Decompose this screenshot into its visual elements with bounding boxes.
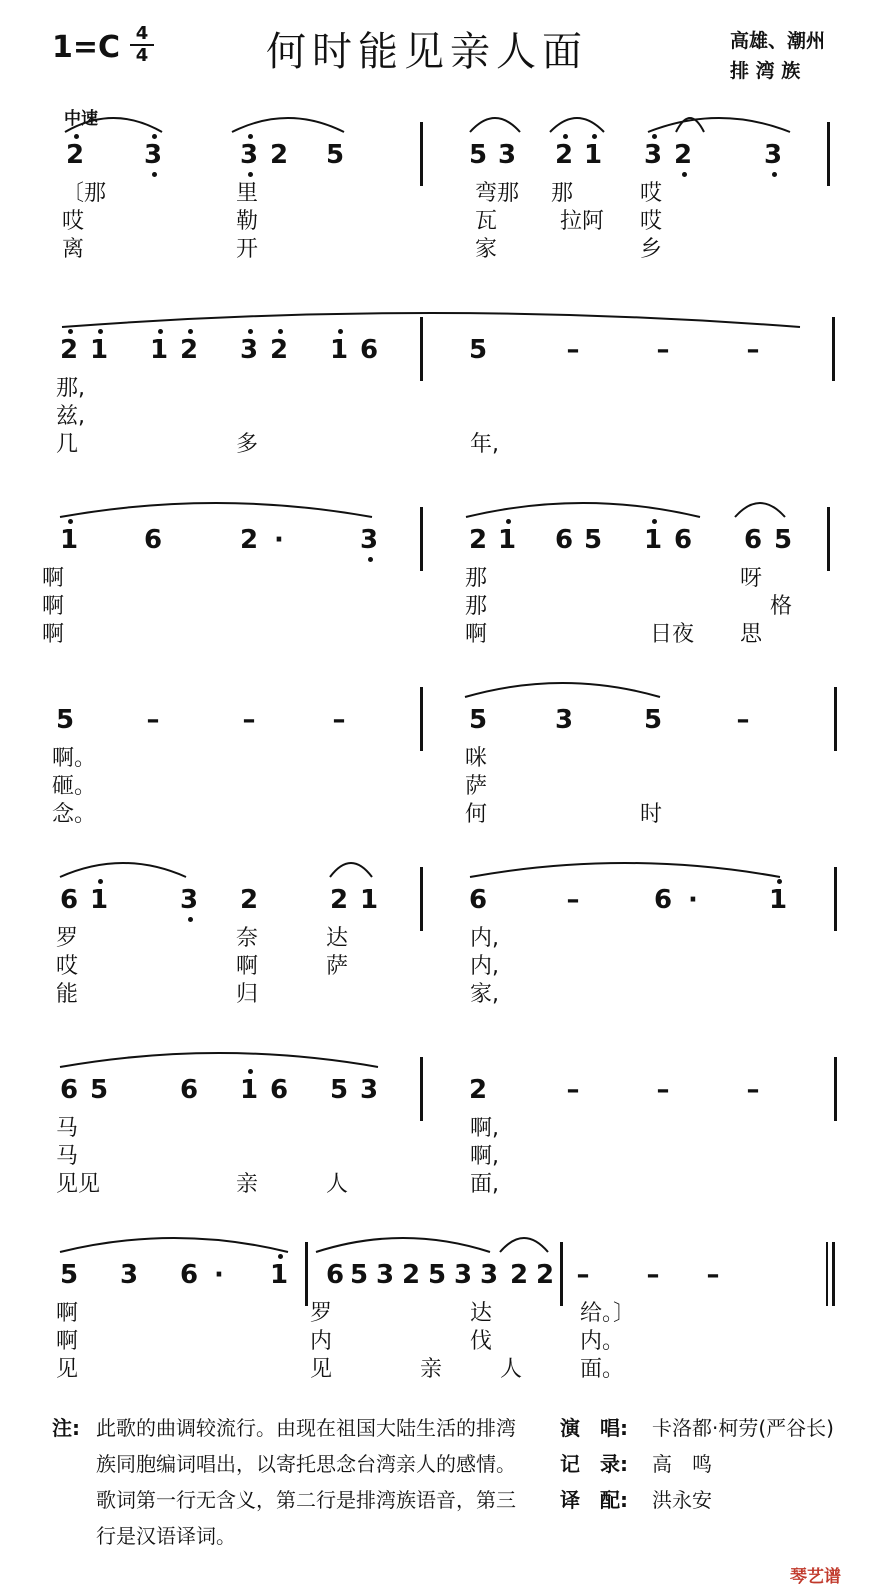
note: 6 [269,1075,289,1105]
note: 3 [239,140,259,170]
lyric: 〔那 [62,181,107,206]
lyric: 啊 [42,594,65,619]
lyric: 瓦 [475,209,498,234]
note: 3 [239,335,259,365]
lyric: 哎 [640,209,663,234]
note: – [146,705,160,735]
lyric: 归 [236,982,259,1007]
slur [465,683,660,697]
lyric: 拉阿 [560,209,605,234]
slur [466,503,700,517]
lyric: 马 [56,1144,79,1169]
note: 5 [427,1260,447,1290]
lyric: 人 [500,1357,523,1382]
note: – [746,1075,760,1105]
note: – [332,705,346,735]
lyric: 啊, [470,1116,499,1141]
note: 3 [554,705,574,735]
slur [470,863,780,877]
note: 2 [535,1260,555,1290]
lyric: 啊 [56,1301,79,1326]
slur [60,503,372,517]
credits [560,1410,850,1518]
slur [62,313,800,327]
note: 2 [673,140,693,170]
lyric: 开 [236,237,259,262]
note: – [656,335,670,365]
note: 5 [468,140,488,170]
note: 6 [59,885,79,915]
lyric: 啊 [42,566,65,591]
lyric: 能 [56,982,79,1007]
credit-singer: 演 唱: 卡洛都·柯劳(严谷长) [560,1416,834,1440]
note: 2 [269,335,289,365]
note: – [646,1260,660,1290]
note: 3 [179,885,199,915]
lyric: 达 [326,926,349,951]
note: 3 [359,525,379,555]
note: – [566,1075,580,1105]
slur [550,118,604,132]
note: 6 [325,1260,345,1290]
lyric: 啊。 [52,746,97,771]
lyric: 思 [740,622,763,647]
lyric: 罗 [310,1301,333,1326]
lyric: 家 [475,237,498,262]
lyric: 亲 [420,1357,443,1382]
note: 6 [743,525,763,555]
key-signature: 1=C [52,30,121,65]
lyric: 亲 [236,1172,259,1197]
note: – [746,335,760,365]
note: 6 [653,885,673,915]
note: 5 [583,525,603,555]
footnote-label: 注: [52,1416,80,1440]
lyric: 见 [56,1357,79,1382]
note: 1 [239,1075,259,1105]
note: 6 [179,1075,199,1105]
lyric: 见见 [56,1172,101,1197]
note: 5 [55,705,75,735]
lyric: 日夜 [650,622,695,647]
footnote-text: 此歌的曲调较流行。由现在祖国大陆生活的排湾族同胞编词唱出，以寄托思念台湾亲人的感情。歌词第一行无含义，第二行是排湾族语音，第三行是汉语译词。 [96,1416,516,1548]
lyric: 奈 [236,926,259,951]
note: – [706,1260,720,1290]
note: 1 [59,525,79,555]
lyric: 那 [465,566,488,591]
lyric: 念。 [52,802,97,827]
note: 6 [359,335,379,365]
lyric: 啊, [470,1144,499,1169]
lyric: 那 [465,594,488,619]
note: · [214,1260,224,1290]
note: 2 [329,885,349,915]
note: 5 [329,1075,349,1105]
note: 1 [149,335,169,365]
lyric: 家, [470,982,499,1007]
note: 5 [59,1260,79,1290]
note: 6 [179,1260,199,1290]
lyric: 啊 [236,954,259,979]
lyric: 砸。 [52,774,97,799]
note: – [242,705,256,735]
note: 2 [554,140,574,170]
lyric: 那 [551,181,574,206]
note: 2 [239,525,259,555]
lyric: 萨 [326,954,349,979]
lyric: 给。〕 [580,1301,636,1326]
note: – [566,335,580,365]
lyric: 啊 [56,1329,79,1354]
lyric: 见 [310,1357,333,1382]
lyric: 离 [62,237,85,262]
lyric: 哎 [62,209,85,234]
lyric: 伐 [470,1329,493,1354]
slur [470,118,520,132]
slur [60,1053,378,1067]
song-title: 何时能见亲人面 [266,29,588,75]
lyric: 哎 [56,954,79,979]
note: 2 [509,1260,529,1290]
lyric: 内, [470,926,499,951]
lyric: 多 [236,432,259,457]
lyric: 咪 [465,746,488,771]
note: 3 [359,1075,379,1105]
note: 2 [468,1075,488,1105]
note: 1 [643,525,663,555]
lyric: 那, [56,376,85,401]
lyric: 马 [56,1116,79,1141]
note: – [566,885,580,915]
lyric: 几 [56,432,79,457]
note: 3 [453,1260,473,1290]
note: 2 [468,525,488,555]
note: 6 [673,525,693,555]
song-origin: 高雄、潮州 排 湾 族 [730,30,826,82]
lyric: 乡 [640,237,663,262]
credit-translator: 译 配: 洪永安 [560,1488,712,1512]
slur [500,1238,548,1252]
lyric: 里 [236,181,259,206]
lyric: 年, [470,432,499,457]
note: 1 [768,885,788,915]
lyric: 面, [470,1172,499,1197]
note: · [274,525,284,555]
note: 5 [349,1260,369,1290]
note: 2 [269,140,289,170]
note: 1 [329,335,349,365]
lyric: 何 [465,802,488,827]
note: 1 [583,140,603,170]
lyric: 面。 [580,1357,625,1382]
note: 3 [497,140,517,170]
watermark-logo: 琴艺谱 [790,1567,841,1587]
note: 1 [89,885,109,915]
lyric: 勒 [236,209,259,234]
note: 5 [325,140,345,170]
note: 5 [468,705,488,735]
note: 5 [643,705,663,735]
lyric: 内 [310,1329,333,1354]
slur [330,863,372,877]
note: 3 [763,140,783,170]
note: 1 [269,1260,289,1290]
note: 2 [401,1260,421,1290]
note: 2 [65,140,85,170]
slur [65,118,162,132]
lyric: 呀 [740,566,763,591]
note: 6 [143,525,163,555]
note: 5 [468,335,488,365]
slur [60,863,186,877]
lyric: 达 [470,1301,493,1326]
lyric: 萨 [465,774,488,799]
note: 2 [179,335,199,365]
lyric: 兹, [56,404,85,429]
lyric: 时 [640,802,663,827]
lyric: 弯那 [475,181,520,206]
note: · [688,885,698,915]
note: 1 [497,525,517,555]
note: 6 [554,525,574,555]
note: 6 [468,885,488,915]
time-signature: 4 4 [130,24,154,66]
note: 6 [59,1075,79,1105]
note: 3 [119,1260,139,1290]
note: 1 [359,885,379,915]
note: 3 [479,1260,499,1290]
note: 3 [643,140,663,170]
lyric: 内。 [580,1329,625,1354]
lyric: 啊 [465,622,488,647]
note: – [736,705,750,735]
slur [316,1238,490,1252]
note: 3 [375,1260,395,1290]
lyric: 啊 [42,622,65,647]
note: 5 [773,525,793,555]
slur [60,1238,288,1252]
lyric: 人 [326,1172,349,1197]
lyric: 格 [770,594,793,619]
lyric: 内, [470,954,499,979]
lyric: 罗 [56,926,79,951]
lyric: 哎 [640,181,663,206]
slur [648,118,790,132]
note: 3 [143,140,163,170]
note: 5 [89,1075,109,1105]
slur [735,503,785,517]
credit-recorder: 记 录: 高 鸣 [560,1452,712,1476]
note: 2 [239,885,259,915]
note: 2 [59,335,79,365]
slur [232,118,344,132]
note: – [656,1075,670,1105]
note: – [576,1260,590,1290]
note: 1 [89,335,109,365]
tempo-marking: 中速 [64,109,98,129]
